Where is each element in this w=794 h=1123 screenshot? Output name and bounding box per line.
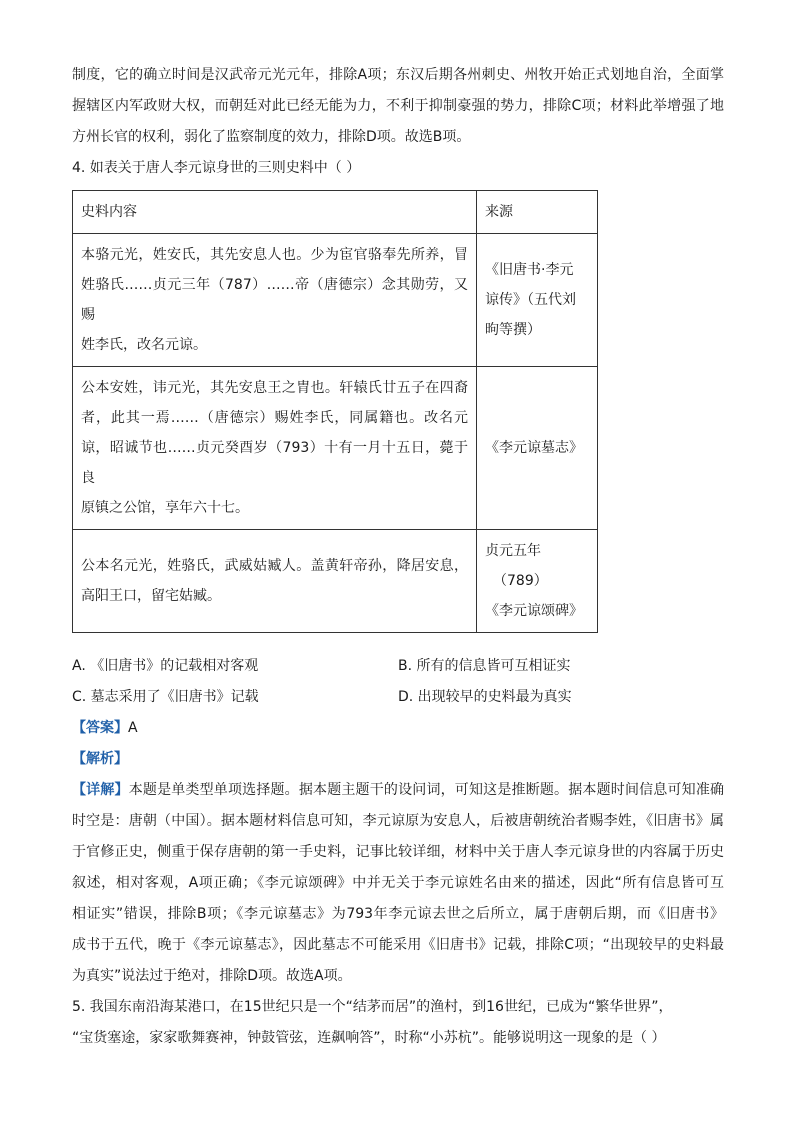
detail-line: 为真实”说法过于绝对，排除D项。故选A项。 bbox=[72, 968, 352, 984]
table-row bbox=[73, 234, 598, 367]
cell-line: 原镇之公馆，享年六十七。 bbox=[81, 500, 249, 516]
detail-paragraph bbox=[72, 775, 724, 992]
analysis-label: 【解析】 bbox=[72, 751, 128, 767]
answer-line bbox=[72, 713, 724, 744]
intro-line: 制度，它的确立时间是汉武帝元光元年，排除A项；东汉后期各州刺史、州牧开始正式划地自治，全面掌 bbox=[72, 67, 724, 83]
document-page bbox=[72, 60, 724, 1054]
cell-line: 公本名元光，姓骆氏，武威姑臧人。盖黄轩帝孙，降居安息， bbox=[81, 558, 468, 574]
answer-value: A bbox=[128, 720, 138, 736]
detail-label: 【详解】 bbox=[72, 782, 129, 798]
detail-line: 成书于五代，晚于《李元谅墓志》，因此墓志不可能采用《旧唐书》记载，排除C项；“出现较早的史料最 bbox=[72, 937, 724, 953]
answer-options bbox=[72, 651, 724, 713]
question-5-line: “宝货塞途，家家歌舞赛神，钟鼓管弦，连飙响答”，时称“小苏杭”。能够说明这一现象的是（ ） bbox=[72, 1030, 666, 1046]
detail-line: 时空是：唐朝（中国）。据本题材料信息可知，李元谅原为安息人，后被唐朝统治者赐李姓，《旧唐书》属 bbox=[72, 813, 724, 829]
option-a: A. 《旧唐书》的记载相对客观 bbox=[72, 658, 259, 674]
cell-line: 姓骆氏……贞元三年（787）……帝（唐德宗）念其勋劳，又赐 bbox=[81, 277, 468, 323]
table-cell-content bbox=[73, 367, 477, 530]
table-cell-content bbox=[73, 530, 477, 633]
cell-line: 公本安姓，讳元光，其先安息王之胄也。轩辕氏廿五子在四裔 bbox=[81, 380, 468, 396]
detail-line: 相证实”错误，排除B项；《李元谅墓志》为793年李元谅去世之后所立，属于唐朝后期，而《旧唐书》 bbox=[72, 906, 724, 922]
table-header-content: 史料内容 bbox=[73, 191, 477, 234]
table-row bbox=[73, 530, 598, 633]
analysis-line bbox=[72, 744, 724, 775]
answer-label: 【答案】 bbox=[72, 720, 128, 736]
source-table bbox=[72, 190, 598, 633]
cell-line: 昫等撰） bbox=[485, 322, 541, 338]
detail-line: 叙述，相对客观，A项正确；《李元谅颂碑》中并无关于李元谅姓名由来的描述，因此“所有信息皆可互 bbox=[72, 875, 724, 891]
cell-line: 谅，昭诚节也……贞元癸酉岁（793）十有一月十五日，薨于良 bbox=[81, 440, 468, 486]
detail-line: 于官修正史，侧重于保存唐朝的第一手史料，记事比较详细，材料中关于唐人李元谅身世的内容属于历史 bbox=[72, 844, 724, 860]
option-d: D. 出现较早的史料最为真实 bbox=[398, 689, 572, 705]
table-header-source: 来源 bbox=[477, 191, 598, 234]
cell-line: 谅传》（五代刘 bbox=[485, 292, 576, 308]
cell-line: 《李元谅颂碑》 bbox=[485, 603, 583, 619]
table-row bbox=[73, 367, 598, 530]
option-b: B. 所有的信息皆可互相证实 bbox=[398, 658, 571, 674]
table-cell-content bbox=[73, 234, 477, 367]
detail-text: 本题是单类型单项选择题。据本题主题干的设问词，可知这是推断题。据本题时间信息可知准确 bbox=[128, 782, 725, 798]
question-5 bbox=[72, 992, 724, 1054]
option-c: C. 墓志采用了《旧唐书》记载 bbox=[72, 689, 259, 705]
cell-line: 者，此其一焉……（唐德宗）赐姓李氏，同属籍也。改名元 bbox=[81, 410, 468, 426]
cell-line: 《李元谅墓志》 bbox=[485, 440, 583, 456]
question-4-stem: 4. 如表关于唐人李元谅身世的三则史料中（ ） bbox=[72, 160, 361, 176]
cell-line: 高阳王口，留宅姑臧。 bbox=[81, 588, 221, 604]
table-header-row bbox=[73, 191, 598, 234]
cell-line: 姓李氏，改名元谅。 bbox=[81, 337, 207, 353]
cell-line: 贞元五年 bbox=[485, 543, 541, 559]
intro-line: 握辖区内军政财大权，而朝廷对此已经无能为力，不利于抑制豪强的势力，排除C项；材料此举增强了地 bbox=[72, 98, 724, 114]
cell-line: 本骆元光，姓安氏，其先安息人也。少为宦官骆奉先所养，冒 bbox=[81, 247, 468, 263]
table-cell-source bbox=[477, 367, 598, 530]
table-cell-source bbox=[477, 530, 598, 633]
detail-line bbox=[72, 775, 724, 806]
cell-line: 《旧唐书·李元 bbox=[485, 262, 574, 278]
cell-line: （789） bbox=[493, 573, 548, 589]
intro-paragraph bbox=[72, 60, 724, 153]
table-cell-source bbox=[477, 234, 598, 367]
question-5-line: 5. 我国东南沿海某港口，在15世纪只是一个“结茅而居”的渔村，到16世纪，已成为“繁华世界”， bbox=[72, 999, 673, 1015]
intro-line: 方州长官的权利，弱化了监察制度的效力，排除D项。故选B项。 bbox=[72, 129, 471, 145]
